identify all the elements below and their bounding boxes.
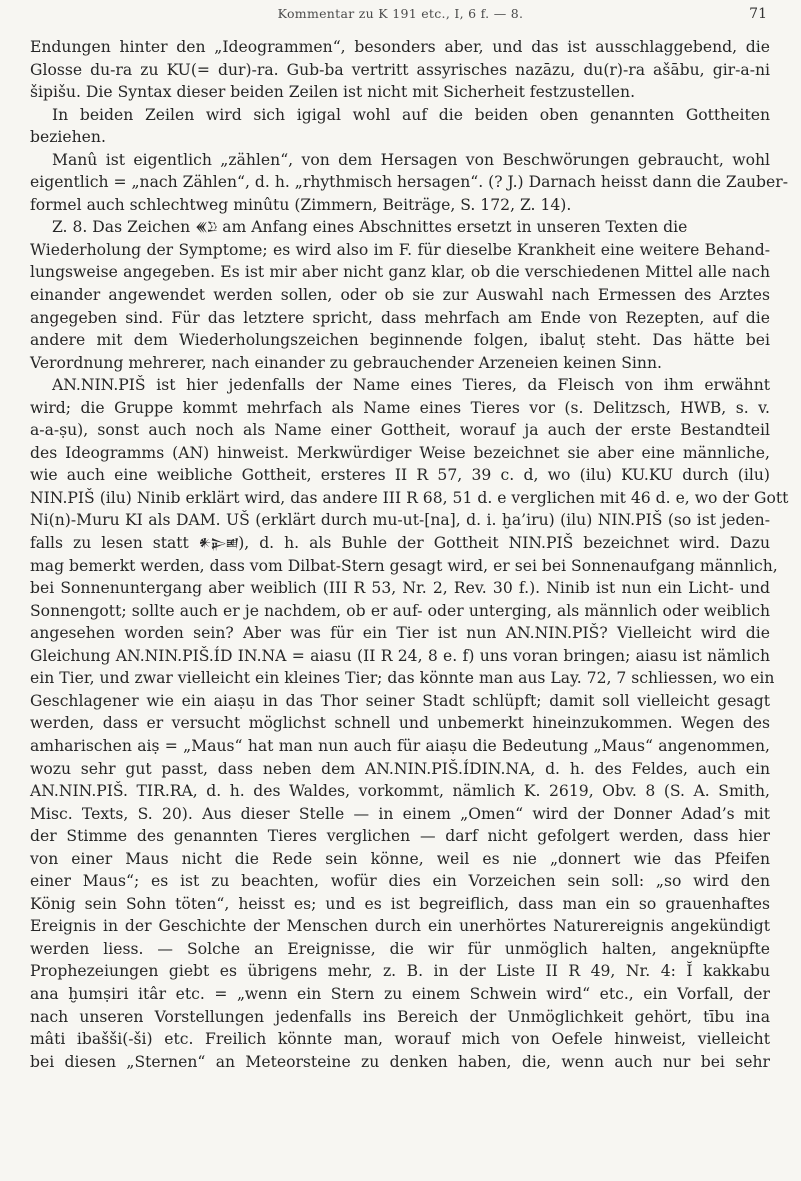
text-line: Geschlagener wie ein aiaṣu in das Thor seiner Stadt schlüpft; damit soll vielleicht gesagt (30, 691, 770, 710)
text-line: Misc. Texts, S. 20). Aus dieser Stelle — in einem „Omen“ wird der Donner Adad’s mit (30, 804, 770, 823)
text-line: Wiederholung der Symptome; es wird also im F. für dieselbe Krankheit eine weitere Behand- (30, 240, 770, 259)
text-line: beziehen. (30, 128, 106, 147)
line-start: falls zu lesen statt (30, 534, 189, 553)
text-line: Glosse du-ra zu KU(= dur)-ra. Gub-ba vertritt assyrisches nazāzu, du(r)-ra ašābu, gir-a-ni (30, 60, 770, 79)
text-line: mâti ibašši(-ši) etc. Freilich könnte man, worauf mich von Oefele hinweist, vielleicht (30, 1030, 770, 1049)
text-line: Verordnung mehrerer, nach einander zu gebrauchender Arzeneien keinen Sinn. (30, 353, 662, 372)
text-line: nach unseren Vorstellungen jedenfalls ins Bereich der Unmöglichkeit gehört, tību ina (30, 1007, 770, 1026)
text-line: Gleichung AN.NIN.PIŠ.ÍD IN.NA = aiasu (II R 24, 8 e. f) uns voran bringen; aiasu ist nämlich (30, 646, 770, 665)
text-line: der Stimme des genannten Tieres verglichen — darf nicht gefolgert werden, dass hier (30, 827, 770, 846)
text-line: AN.NIN.PIŠ. TIR.RA, d. h. des Waldes, vorkommt, nämlich K. 2619, Obv. 8 (S. A. Smith, (30, 782, 770, 801)
text-line: In beiden Zeilen wird sich igigal wohl auf die beiden oben genannten Gottheiten (52, 105, 770, 124)
text-line: NIN.PIŠ (ilu) Ninib erklärt wird, das andere III R 68, 51 d. e verglichen mit 46 d. e, wo der Gott (30, 488, 789, 507)
text-line: Ni(n)-Muru KI als DAM. UŠ (erklärt durch mu-ut-[na], d. i. ḫa’iru) (ilu) NIN.PIŠ (so ist jeden- (30, 511, 770, 530)
text-line: werden, dass er versucht möglichst schnell und unbemerkt hineinzukommen. Wegen des (30, 714, 770, 733)
text-line: AN.NIN.PIŠ ist hier jedenfalls der Name eines Tieres, da Fleisch von ihm erwähnt (52, 376, 770, 395)
text-line: formel auch schlechtweg minûtu (Zimmern, Beiträge, S. 172, Z. 14). (30, 195, 572, 214)
text-line: andere mit dem Wiederholungszeichen beginnende folgen, ibaluṭ steht. Das hätte bei (30, 331, 770, 350)
text-line: einer Maus“; es ist zu beachten, wofür dies ein Vorzeichen sein soll: „so wird den (30, 872, 770, 891)
body-text (30, 36, 789, 1073)
text-line: einander angewendet werden sollen, oder ob sie zur Auswahl nach Ermessen des Arztes (30, 286, 770, 305)
text-line: bei diesen „Sternen“ an Meteorsteine zu denken haben, die, wenn auch nur bei sehr (30, 1052, 770, 1071)
text-line: wie auch eine weibliche Gottheit, ersteres II R 57, 39 c. d, wo (ilu) KU.KU durch (ilu) (30, 466, 770, 485)
text-line: werden liess. — Solche an Ereignisse, die wir für unmöglich halten, angeknüpfte (30, 939, 770, 958)
text-line: König sein Sohn töten“, heisst es; und es ist begreiflich, dass man ein so grauenhaftes (30, 894, 770, 913)
text-line: a-a-ṣu), sonst auch noch als Name einer Gottheit, worauf ja auch der erste Bestandteil (30, 421, 770, 440)
text-line: angesehen worden sein? Aber was für ein Tier ist nun AN.NIN.PIŠ? Vielleicht wird die (30, 624, 770, 643)
text-line: wird; die Gruppe kommt mehrfach als Name eines Tieres vor (s. Delitzsch, HWB, s. v. (30, 398, 770, 417)
text-line: angegeben sind. Für das letztere spricht, dass mehrfach am Ende von Rezepten, auf die (30, 308, 770, 327)
running-head: Kommentar zu K 191 etc., I, 6 f. — 8. (277, 6, 524, 21)
text-line: Ereignis in der Geschichte der Menschen durch ein unerhörtes Naturereignis angekündigt (30, 917, 770, 936)
text-line: amharischen aiṣ = „Maus“ hat man nun auch für aiaṣu die Bedeutung „Maus“ angenommen, (30, 736, 770, 755)
line-end: am Anfang eines Abschnittes ersetzt in unseren Texten die (222, 218, 688, 237)
text-line: bei Sonnenuntergang aber weiblich (III R 53, Nr. 2, Rev. 30 f.). Ninib ist nun ein Licht- und (30, 579, 770, 598)
text-line: eigentlich = „nach Zählen“, d. h. „rhythmisch hersagen“. (? J.) Darnach heisst dann die Zauber- (30, 173, 788, 192)
text-line: von einer Maus nicht die Rede sein könne, weil es nie „donnert wie das Pfeifen (30, 849, 770, 868)
page-number: 71 (749, 6, 767, 22)
text-line-with-sign (30, 532, 770, 555)
text-line: lungsweise angegeben. Es ist mir aber nicht ganz klar, ob die verschiedenen Mittel alle nach (30, 263, 770, 282)
line-end: ), d. h. als Buhle der Gottheit NIN.PIŠ bezeichnet wird. Dazu (238, 534, 770, 553)
text-line: ein Tier, und zwar vielleicht ein kleines Tier; das könnte man aus Lay. 72, 7 schliessen, wo ein (30, 669, 775, 688)
text-line: ana ḫumṣiri itâr etc. = „wenn ein Stern zu einem Schwein wird“ etc., ein Vorfall, der (30, 984, 770, 1003)
repetition-sign: 𒌍𒊒 (195, 220, 218, 235)
text-line: wozu sehr gut passt, dass neben dem AN.NIN.PIŠ.ÍDIN.NA, d. h. des Feldes, auch ein (30, 759, 770, 778)
text-line-with-sign (30, 216, 770, 239)
text-line: Endungen hinter den „Ideogrammen“, besonders aber, und das ist ausschlaggebend, die (30, 38, 770, 56)
text-line: Sonnengott; sollte auch er je nachdem, ob er auf- oder unterging, als männlich oder weiblich (30, 601, 770, 620)
text-line: Manû ist eigentlich „zählen“, von dem Hersagen von Beschwörungen gebraucht, wohl (52, 150, 770, 169)
text-line: šipišu. Die Syntax dieser beiden Zeilen ist nicht mit Sicherheit festzustellen. (30, 83, 636, 102)
line-start: Z. 8. Das Zeichen (52, 218, 191, 237)
text-line: mag bemerkt werden, dass vom Dilbat-Stern gesagt wird, er sei bei Sonnenaufgang männlich, (30, 556, 778, 575)
text-line: Prophezeiungen giebt es übrigens mehr, z. B. in der Liste II R 49, Nr. 4: Ĭ kakkabu (30, 962, 770, 981)
ideogram-sign: 𒀭𒉌𒅖 (198, 536, 239, 551)
text-line: des Ideogramms (AN) hinweist. Merkwürdiger Weise bezeichnet sie aber eine männliche, (30, 443, 770, 462)
